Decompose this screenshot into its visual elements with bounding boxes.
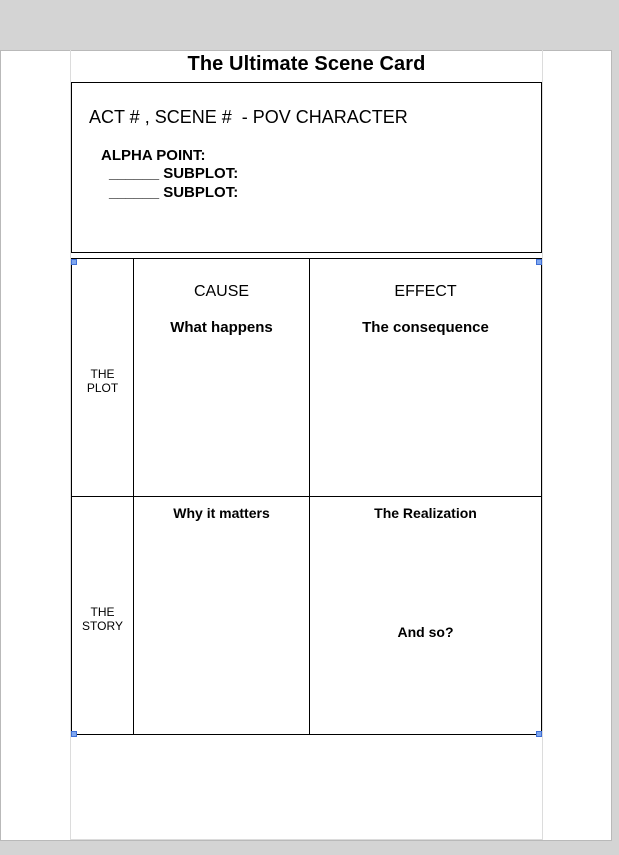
row-label-plot-line1: THE <box>90 367 115 381</box>
row-label-story-line2: STORY <box>82 619 123 633</box>
effect-heading[interactable]: EFFECT <box>394 283 457 300</box>
scene-grid-table[interactable] <box>71 258 542 735</box>
row-divider <box>72 496 541 497</box>
act-scene-pov-line[interactable]: ACT # , SCENE # - POV CHARACTER <box>89 107 408 127</box>
row-label-plot[interactable] <box>72 367 133 395</box>
selection-handle-top-right[interactable] <box>536 259 542 265</box>
subplot-line-1[interactable]: ______ SUBPLOT: <box>109 165 239 182</box>
selection-handle-top-left[interactable] <box>71 259 77 265</box>
and-so-label[interactable]: And so? <box>397 624 454 640</box>
scene-header-box[interactable] <box>71 82 542 253</box>
subplot-line-2[interactable]: ______ SUBPLOT: <box>109 184 239 201</box>
row-label-story[interactable] <box>72 605 133 633</box>
cause-heading[interactable]: CAUSE <box>193 283 250 300</box>
selection-handle-bottom-right[interactable] <box>536 731 542 737</box>
realization-label[interactable]: The Realization <box>374 505 477 521</box>
document-title: The Ultimate Scene Card <box>187 53 426 75</box>
effect-subheading[interactable]: The consequence <box>362 319 489 336</box>
selection-handle-bottom-left[interactable] <box>71 731 77 737</box>
row-label-story-line1: THE <box>90 605 115 619</box>
cause-subheading[interactable]: What happens <box>170 319 273 336</box>
alpha-point-label[interactable]: ALPHA POINT: <box>101 147 206 164</box>
row-label-plot-line2: PLOT <box>86 381 119 395</box>
why-it-matters-label[interactable]: Why it matters <box>173 505 270 521</box>
